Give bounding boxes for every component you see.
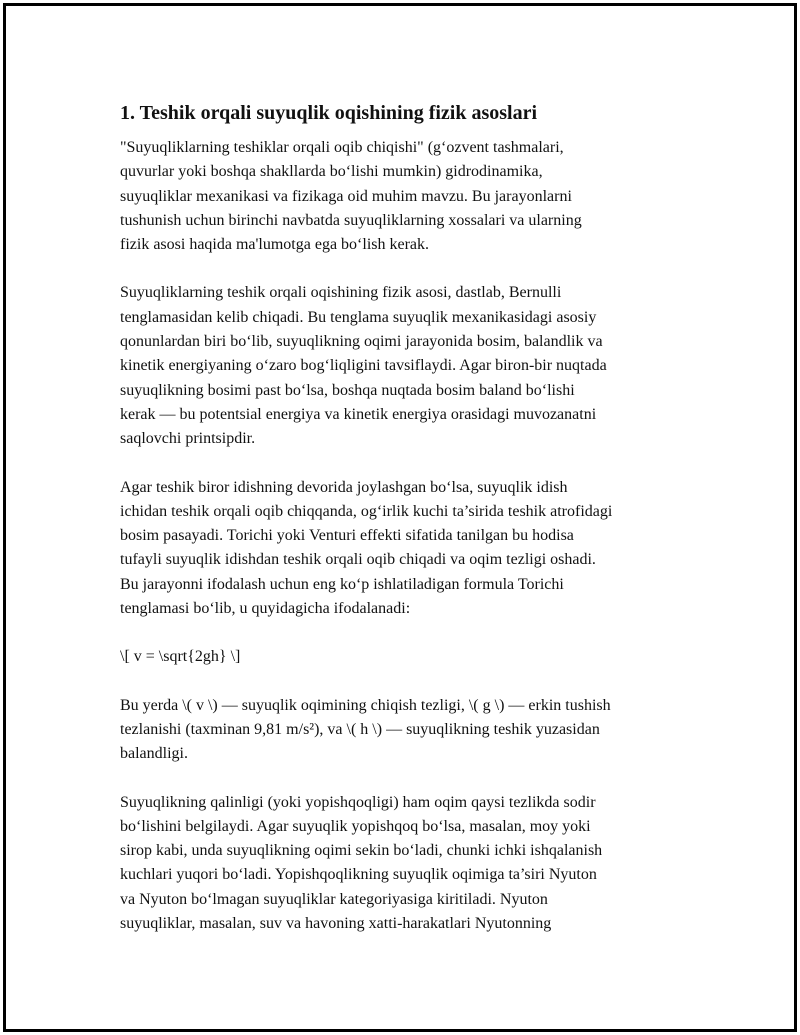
paragraph-bernoulli xyxy=(120,281,700,451)
text-line: tenglamasidan kelib chiqadi. Bu tenglama suyuqlik mexanikasidagi asosiy xyxy=(120,308,597,326)
formula xyxy=(120,645,700,669)
text-line: suyuqliklar, masalan, suv va havoning xatti-harakatlari Nyutonning xyxy=(120,915,552,933)
text-line: sirop kabi, unda suyuqlikning oqimi sekin bo‘ladi, chunki ichki ishqalanish xyxy=(120,842,603,860)
text-line: tezlanishi (taxminan 9,81 m/s²), va \( h \) — suyuqlikning teshik yuzasidan xyxy=(120,720,600,738)
text-line: bo‘lishini belgilaydi. Agar suyuqlik yopishqoq bo‘lsa, masalan, moy yoki xyxy=(120,817,591,835)
paragraph-formula-legend xyxy=(120,694,700,767)
text-line: suyuqliklar mexanikasi va fizikaga oid muhim mavzu. Bu jarayonlarni xyxy=(120,187,572,205)
text-line: Agar teshik biror idishning devorida joylashgan bo‘lsa, suyuqlik idish xyxy=(120,478,568,496)
text-line: ichidan teshik orqali oqib chiqqanda, og‘irlik kuchi ta’sirida teshik atrofidagi xyxy=(120,502,613,520)
text-line: balandligi. xyxy=(120,745,188,763)
text-line: quvurlar yoki boshqa shakllarda bo‘lishi mumkin) gidrodinamika, xyxy=(120,163,543,181)
text-line: kuchlari yuqori bo‘ladi. Yopishqoqlikning suyuqlik oqimiga ta’siri Nyuton xyxy=(120,866,597,884)
section-heading: 1. Teshik orqali suyuqlik oqishining fizik asoslari xyxy=(120,102,538,124)
text-line: qonunlardan biri bo‘lib, suyuqlikning oqimi jarayonida bosim, balandlik va xyxy=(120,333,603,351)
text-line: Suyuqlikning qalinligi (yoki yopishqoqligi) ham oqim qaysi tezlikda sodir xyxy=(120,793,596,811)
text-line: tenglamasi bo‘lib, u quyidagicha ifodalanadi: xyxy=(120,600,411,618)
text-line: kinetik energiyaning o‘zaro bog‘liqligini tavsiflaydi. Agar biron-bir nuqtada xyxy=(120,357,607,375)
text-line: Suyuqliklarning teshik orqali oqishining fizik asosi, dastlab, Bernulli xyxy=(120,284,562,302)
text-line: Bu jarayonni ifodalash uchun eng ko‘p ishlatiladigan formula Torichi xyxy=(120,575,564,593)
document-body xyxy=(120,99,700,960)
text-line: va Nyuton bo‘lmagan suyuqliklar kategoriyasiga kiritiladi. Nyuton xyxy=(120,890,548,908)
formula-line: \[ v = \sqrt{2gh} \] xyxy=(120,648,241,666)
page-frame xyxy=(3,3,797,1032)
text-line: tufayli suyuqlik idishdan teshik orqali oqib chiqadi va oqim tezligi oshadi. xyxy=(120,551,596,569)
text-line: kerak — bu potentsial energiya va kinetik energiya orasidagi muvozanatni xyxy=(120,405,597,423)
paragraph-torricelli xyxy=(120,476,700,622)
text-line: Bu yerda \( v \) — suyuqlik oqimining chiqish tezligi, \( g \) — erkin tushish xyxy=(120,696,611,714)
text-line: saqlovchi printsipdir. xyxy=(120,430,256,448)
text-line: fizik asosi haqida ma'lumotga ega bo‘lish kerak. xyxy=(120,236,430,254)
text-line: suyuqlikning bosimi past bo‘lsa, boshqa nuqtada bosim baland bo‘lishi xyxy=(120,381,575,399)
text-line: bosim pasayadi. Torichi yoki Venturi effekti sifatida tanilgan bu hodisa xyxy=(120,527,574,545)
text-line: "Suyuqliklarning teshiklar orqali oqib chiqishi" (g‘ozvent tashmalari, xyxy=(120,139,564,156)
text-line: tushunish uchun birinchi navbatda suyuqliklarning xossalari va ularning xyxy=(120,211,582,229)
paragraph-intro xyxy=(120,136,700,257)
paragraph-viscosity xyxy=(120,791,700,937)
